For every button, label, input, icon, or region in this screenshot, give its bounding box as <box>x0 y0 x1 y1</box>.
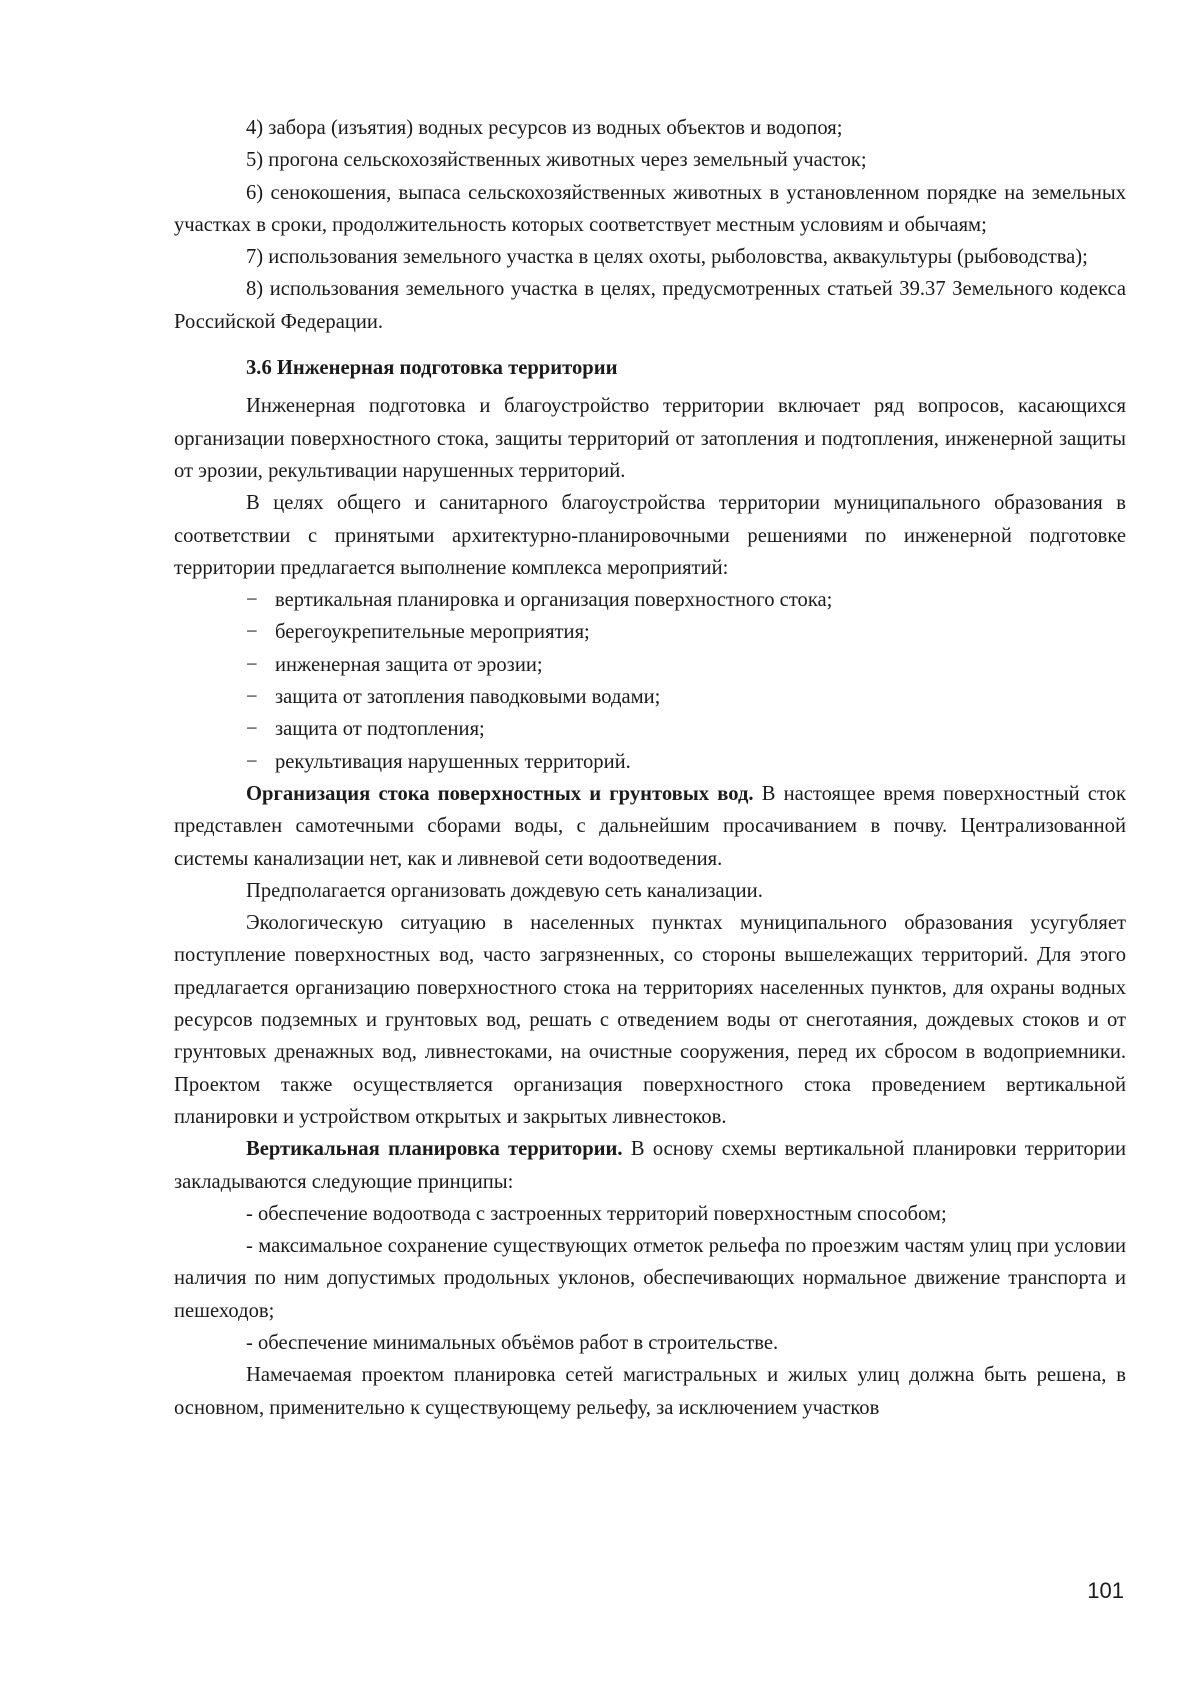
runoff-text: В настоящее время поверхностный сток представлен самотечными сборами воды, с дальнейшим просачиванием в почву. Централизованной системы канализации нет, как и ливневой сети водоотведения. <box>174 782 1126 870</box>
principle-item: - максимальное сохранение существующих отметок рельефа по проезжим частям улиц при условии наличия по ним допустимых продольных уклонов, обеспечивающих нормальное движение транспорта и пешеходов; <box>174 1235 1126 1322</box>
principle-item: - обеспечение минимальных объёмов работ в строительстве. <box>246 1331 779 1354</box>
measure-item <box>174 713 1126 745</box>
page-number: 101 <box>1087 1578 1124 1603</box>
dash-bullet: − <box>246 718 258 741</box>
measure-item <box>174 681 1126 713</box>
list-item-4: 4) забора (изъятия) водных ресурсов из водных объектов и водопоя; <box>246 117 843 139</box>
dash-bullet: − <box>246 750 258 773</box>
runoff-title: Организация стока поверхностных и грунтовых вод. <box>246 782 754 805</box>
dash-bullet: − <box>246 589 258 612</box>
measure-text: инженерная защита от эрозии; <box>275 653 543 676</box>
runoff-paragraph <box>174 778 1126 875</box>
intro-paragraph-1: Инженерная подготовка и благоустройство территории включает ряд вопросов, касающихся организации поверхностного стока, защиты территорий от затопления и подтопления, инженерной защиты от эрозии, рекультивации нарушенных территорий. <box>174 395 1126 482</box>
dash-bullet: − <box>246 621 258 644</box>
dash-bullet: − <box>246 686 258 709</box>
ecology-paragraph: Экологическую ситуацию в населенных пунктах муниципального образования усугубляет поступление поверхностных вод, часто загрязненных, со стороны вышележащих территорий. Для этого предлагается организацию поверхностного стока на территориях населенных пунктов, для охраны водных ресурсов подземных и грунтовых вод, решать с отведением воды от снеготаяния, дождевых стоков и от грунтовых дренажных вод, ливнестоками, на очистные сооружения, перед их сбросом в водоприемники. Проектом также осуществляется организация поверхностного стока проведением вертикальной планировки и устройством открытых и закрытых ливнестоков. <box>174 912 1126 1128</box>
measures-list <box>174 584 1126 778</box>
list-item-5: 5) прогона сельскохозяйственных животных через земельный участок; <box>246 149 867 172</box>
rain-network-paragraph: Предполагается организовать дождевую сеть канализации. <box>246 879 763 902</box>
measure-item <box>174 746 1126 778</box>
list-item-8: 8) использования земельного участка в целях, предусмотренных статьей 39.37 Земельного кодекса Российской Федерации. <box>174 278 1126 333</box>
principle-item: - обеспечение водоотвода с застроенных территорий поверхностным способом; <box>246 1202 947 1225</box>
measure-text: рекультивация нарушенных территорий. <box>275 750 631 773</box>
page-body <box>174 112 1126 1424</box>
measure-item <box>174 616 1126 648</box>
measure-text: защита от подтопления; <box>275 718 485 741</box>
measure-item <box>174 649 1126 681</box>
vertical-planning-title: Вертикальная планировка территории. <box>246 1138 623 1161</box>
list-item-6: 6) сенокошения, выпаса сельскохозяйственных животных в установленном порядке на земельных участках в сроки, продолжительность которых соответствует местным условиям и обычаям; <box>174 181 1126 236</box>
list-item-7: 7) использования земельного участка в целях охоты, рыболовства, аквакультуры (рыбоводства); <box>246 246 1088 269</box>
measure-text: вертикальная планировка и организация поверхностного стока; <box>275 589 833 612</box>
vertical-planning-text: В основу схемы вертикальной планировки территории закладываются следующие принципы: <box>174 1138 1126 1193</box>
dash-bullet: − <box>246 653 258 676</box>
vertical-planning-paragraph <box>174 1133 1126 1198</box>
section-heading: 3.6 Инженерная подготовка территории <box>246 357 618 380</box>
measure-item <box>174 584 1126 616</box>
final-paragraph: Намечаемая проектом планировка сетей магистральных и жилых улиц должна быть решена, в основном, применительно к существующему рельефу, за исключением участков <box>174 1364 1126 1419</box>
measure-text: защита от затопления паводковыми водами; <box>275 686 661 709</box>
measure-text: берегоукрепительные мероприятия; <box>275 621 590 644</box>
intro-paragraph-2: В целях общего и санитарного благоустройства территории муниципального образования в соответствии с принятыми архитектурно-планировочными решениями по инженерной подготовке территории предлагается выполнение комплекса мероприятий: <box>174 492 1126 579</box>
